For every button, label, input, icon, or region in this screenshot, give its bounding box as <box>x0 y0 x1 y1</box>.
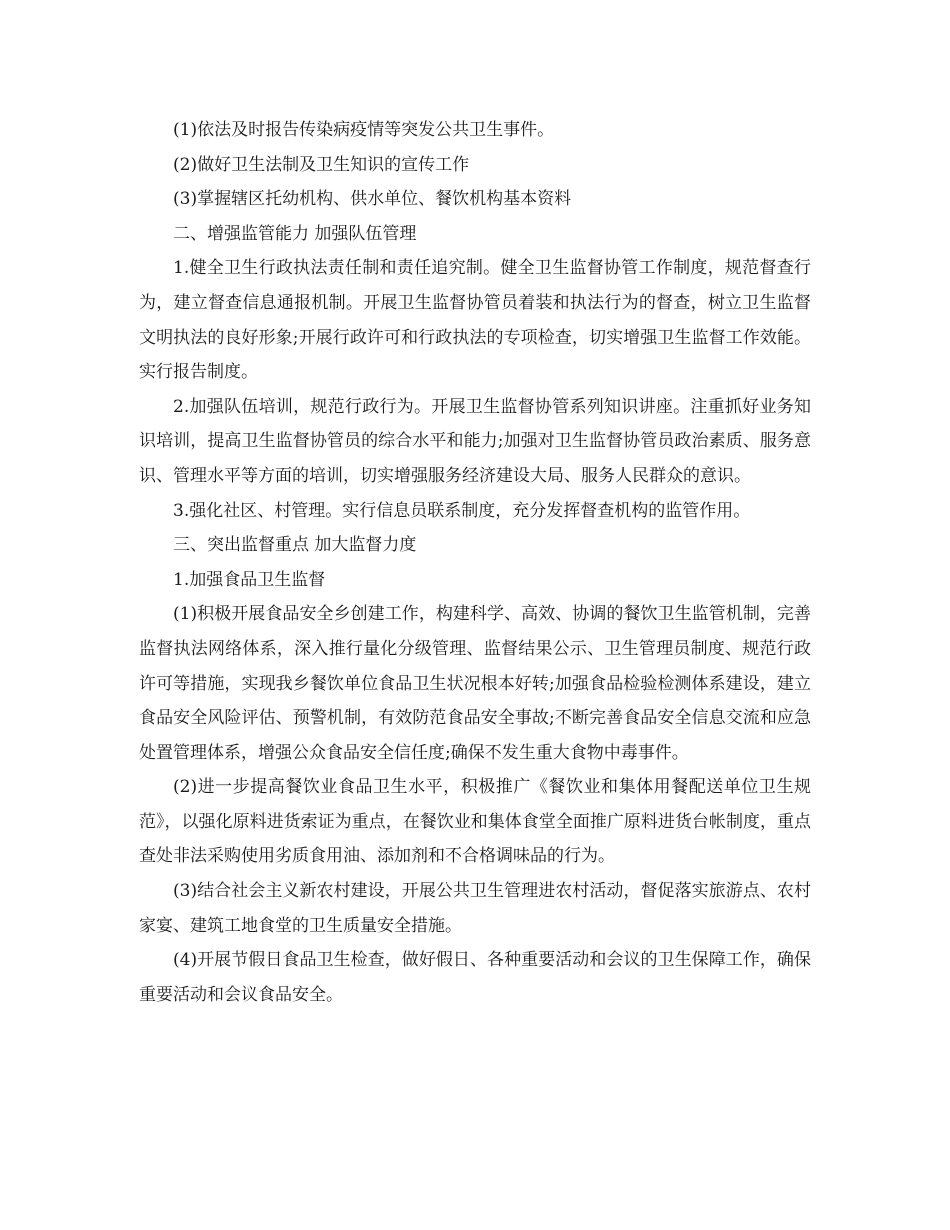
paragraph: 1.健全卫生行政执法责任制和责任追究制。健全卫生监督协管工作制度，规范督查行为，建立督查信息通报机制。开展卫生监督协管员着装和执法行为的督查，树立卫生监督文明执法的良好形象;开展行政许可和行政执法的专项检查，切实增强卫生监督工作效能。实行报告制度。 <box>139 258 811 383</box>
paragraph: (1)依法及时报告传染病疫情等突发公共卫生事件。 <box>173 120 555 140</box>
paragraph: (2)做好卫生法制及卫生知识的宣传工作 <box>173 154 470 175</box>
subsection-heading: 1.加强食品卫生监督 <box>173 569 326 590</box>
paragraph: (4)开展节假日食品卫生检查，做好假日、各种重要活动和会议的卫生保障工作，确保重要活动和会议食品安全。 <box>139 950 811 1005</box>
document-body <box>139 113 811 1012</box>
paragraph: (3)结合社会主义新农村建设，开展公共卫生管理进农村活动，督促落实旅游点、农村家宴、建筑工地食堂的卫生质量安全措施。 <box>139 881 811 936</box>
paragraph: 2.加强队伍培训，规范行政行为。开展卫生监督协管系列知识讲座。注重抓好业务知识培训，提高卫生监督协管员的综合水平和能力;加强对卫生监督协管员政治素质、服务意识、管理水平等方面的培训，切实增强服务经济建设大局、服务人民群众的意识。 <box>139 396 811 486</box>
paragraph: (3)掌握辖区托幼机构、供水单位、餐饮机构基本资料 <box>173 189 572 210</box>
section-heading: 二、增强监管能力 加强队伍管理 <box>173 223 417 244</box>
paragraph: (1)积极开展食品安全乡创建工作，构建科学、高效、协调的餐饮卫生监管机制，完善监督执法网络体系，深入推行量化分级管理、监督结果公示、卫生管理员制度、规范行政许可等措施，实现我乡餐饮单位食品卫生状况根本好转;加强食品检验检测体系建设，建立食品安全风险评估、预警机制，有效防范食品安全事故;不断完善食品安全信息交流和应急处置管理体系，增强公众食品安全信任度;确保不发生重大食物中毒事件。 <box>139 604 811 763</box>
paragraph: 3.强化社区、村管理。实行信息员联系制度，充分发挥督查机构的监管作用。 <box>173 500 751 521</box>
paragraph: (2)进一步提高餐饮业食品卫生水平，积极推广《餐饮业和集体用餐配送单位卫生规范》，以强化原料进货索证为重点，在餐饮业和集体食堂全面推广原料进货台帐制度，重点查处非法采购使用劣质食用油、添加剂和不合格调味品的行为。 <box>139 777 811 867</box>
section-heading: 三、突出监督重点 加大监督力度 <box>173 535 417 556</box>
